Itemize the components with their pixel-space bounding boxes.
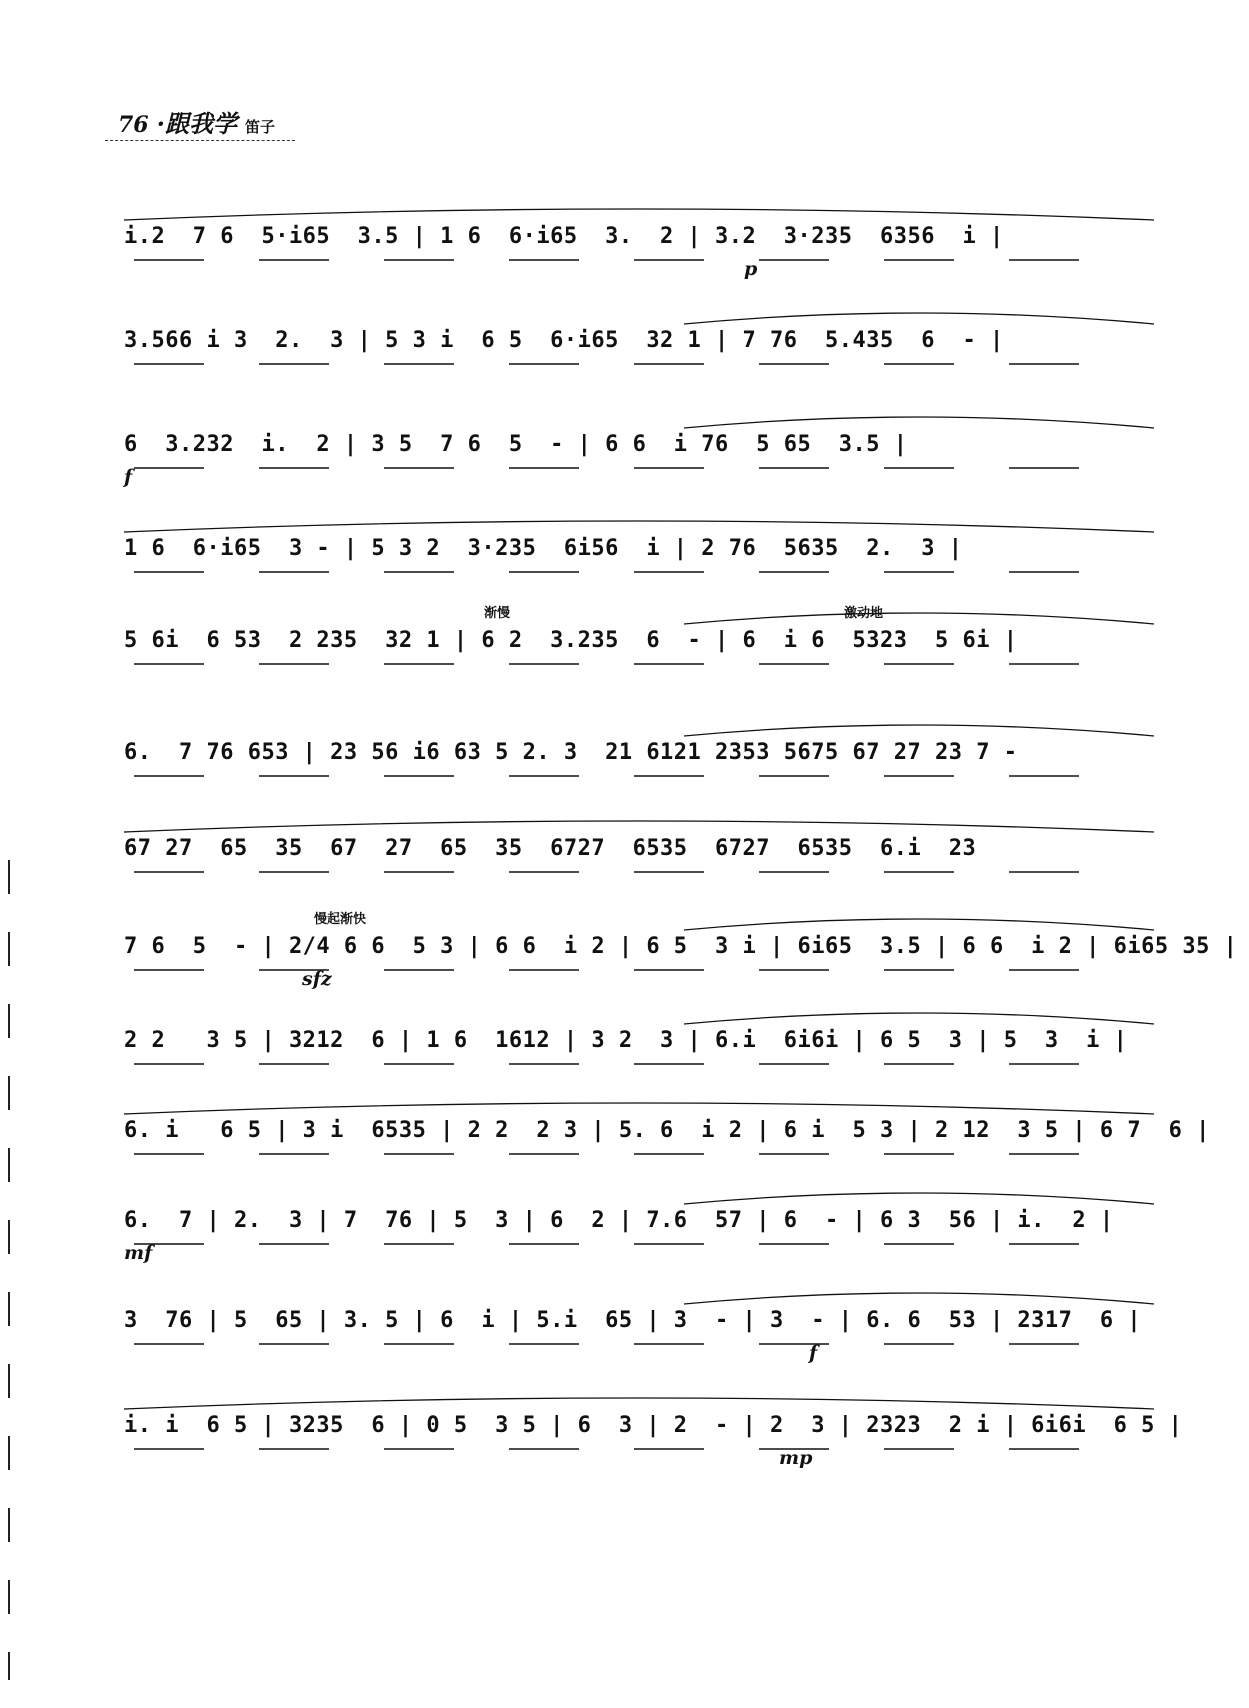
beam-lines [124,966,1164,990]
book-subtitle: 笛子 [244,118,275,136]
page-number: 76 [118,112,149,138]
phrase-slur [124,1280,1164,1310]
beam-lines [124,1060,1164,1084]
notation-line: 1 6 6·i65 3 - | 5 3 2 3·235 6i56 i | 2 76 5635 2. 3 | [124,536,963,561]
tempo-annotation: 慢起渐快 [314,912,367,927]
page-header [118,104,275,138]
header-rule [105,140,295,141]
notation-line: 5 6i 6 53 2 235 32 1 | 6 2 3.235 6 - | 6 i 6 5323 5 6i | [124,628,1018,653]
notation-line: 67 27 65 35 67 27 65 35 6727 6535 6727 6535 6.i 23 [124,836,977,861]
score-row [124,1180,1164,1266]
beam-lines [124,1240,1164,1264]
notation-line: i.2 7 6 5·i65 3.5 | 1 6 6·i65 3. 2 | 3.2 3·235 6356 i | [124,224,1004,249]
phrase-slur [124,712,1164,742]
beam-lines [124,464,1164,488]
notation-line: 3.566 i 3 2. 3 | 5 3 i 6 5 6·i65 32 1 | 7 76 5.435 6 - | [124,328,1004,353]
phrase-slur [124,600,1164,630]
beam-lines [124,1445,1164,1469]
notation-line: 2 2 3 5 | 3212 6 | 1 6 1612 | 3 2 3 | 6.i 6i6i | 6 5 3 | 5 3 i | [124,1028,1128,1053]
dynamic-mark: f [809,1342,818,1364]
score-row [124,906,1238,992]
beam-lines [124,772,1164,796]
phrase-slur [124,300,1164,330]
tempo-annotation: 渐慢 [484,606,511,621]
dynamic-mark: p [744,258,758,280]
score-row [124,300,1164,386]
dynamic-mark: mf [124,1242,153,1264]
phrase-slur [124,508,1164,538]
notation-line: 6. i 6 5 | 3 i 6535 | 2 2 2 3 | 5. 6 i 2 | 6 i 5 3 | 2 12 3 5 | 6 7 6 | [124,1118,1210,1143]
notation-line: 7 6 5 - | 2/4 6 6 5 3 | 6 6 i 2 | 6 5 3 i | 6i65 3.5 | 6 6 i 2 | 6i65 35 | [124,934,1238,959]
score-row [124,508,1164,594]
notation-line: i. i 6 5 | 3235 6 | 0 5 3 5 | 6 3 | 2 - | 2 3 | 2323 2 i | 6i6i 6 5 | [124,1413,1183,1438]
beam-lines [124,360,1164,384]
dynamic-mark: mp [779,1447,813,1469]
phrase-slur [124,404,1164,434]
score-row [124,404,1164,490]
beam-lines [124,660,1164,684]
score-row [124,808,1164,894]
phrase-slur [124,906,1164,936]
score-row [124,712,1164,798]
notation-line: 6. 7 | 2. 3 | 7 76 | 5 3 | 6 2 | 7.6 57 | 6 - | 6 3 56 | i. 2 | [124,1208,1114,1233]
dynamic-mark: f [124,466,133,488]
beam-lines [124,1340,1164,1364]
score-row [124,600,1164,686]
score-row [124,1000,1164,1086]
phrase-slur [124,1180,1164,1210]
binding-edge-marks [8,860,10,1680]
dynamic-mark: sfz [302,968,332,990]
phrase-slur [124,196,1164,226]
beam-lines [124,868,1164,892]
book-title: ·跟我学 [156,109,237,138]
score-row [124,1280,1164,1366]
phrase-slur [124,1385,1164,1415]
phrase-slur [124,1090,1164,1120]
notation-line: 3 76 | 5 65 | 3. 5 | 6 i | 5.i 65 | 3 - | 3 - | 6. 6 53 | 2317 6 | [124,1308,1142,1333]
phrase-slur [124,1000,1164,1030]
beam-lines [124,1150,1164,1174]
score-row [124,1385,1183,1471]
tempo-annotation: 激动地 [844,606,884,621]
notation-line: 6 3.232 i. 2 | 3 5 7 6 5 - | 6 6 i 76 5 65 3.5 | [124,432,908,457]
score-row [124,196,1164,282]
notation-line: 6. 7 76 653 | 23 56 i6 63 5 2. 3 21 6121 2353 5675 67 27 23 7 - [124,740,1018,765]
phrase-slur [124,808,1164,838]
beam-lines [124,256,1164,280]
score-row [124,1090,1210,1176]
beam-lines [124,568,1164,592]
